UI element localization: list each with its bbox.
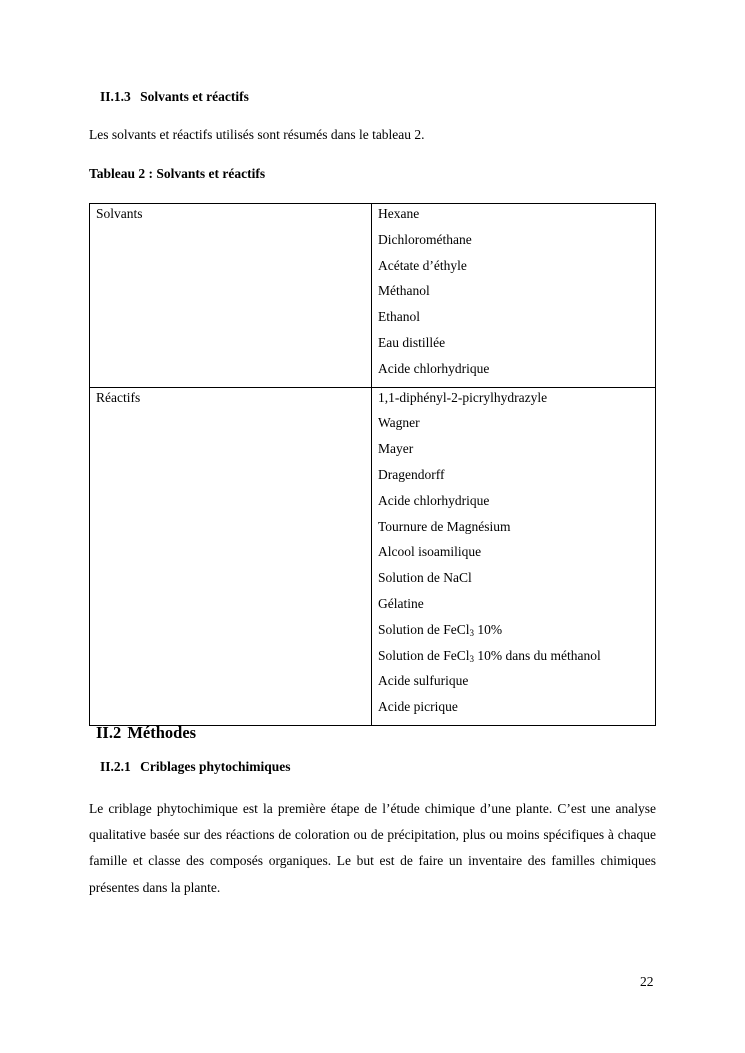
subscript: 3	[469, 627, 475, 638]
list-item: Hexane	[378, 206, 420, 221]
list-item: Alcool isoamilique	[378, 544, 482, 560]
section-number: II.1.3	[100, 89, 131, 104]
list-item: Tournure de Magnésium	[378, 518, 511, 534]
solvents-reagents-table	[89, 203, 656, 726]
items-cell-solvants	[372, 204, 656, 388]
reagent-text: Solution de FeCl	[378, 647, 470, 663]
section-heading-ii-2	[96, 723, 196, 743]
items-cell-reactifs	[372, 387, 656, 725]
list-item: Eau distillée	[378, 334, 446, 350]
list-item: Acide picrique	[378, 699, 458, 715]
list-item: Solution de NaCl	[378, 570, 472, 586]
list-item: 1,1-diphényl-2-picrylhydrazyle	[378, 389, 548, 405]
section-heading-ii-2-1	[100, 759, 291, 775]
list-item: Gélatine	[378, 595, 424, 611]
reagent-text: 10%	[474, 621, 503, 637]
table-row-reactifs	[90, 387, 656, 725]
category-cell-reactifs: Réactifs	[90, 387, 372, 725]
list-item: Acétate d’éthyle	[378, 257, 467, 273]
list-item: Dichlorométhane	[378, 231, 472, 247]
reagent-text: Solution de FeCl	[378, 621, 470, 637]
section-number: II.2	[96, 723, 122, 742]
list-item-fecl3	[378, 622, 655, 648]
section-title: Solvants et réactifs	[140, 89, 249, 104]
list-item: Acide sulfurique	[378, 673, 469, 689]
list-item: Acide chlorhydrique	[378, 360, 490, 376]
body-paragraph: Le criblage phytochimique est la première étape de l’étude chimique d’une plante. C’est une analyse qualitative basée sur des réactions de coloration ou de précipitation, plus ou moins spécifiques à chaque famille et classe des composés organiques. Le but est de faire un inventaire des familles chimiques présentes dans la plante.	[89, 801, 656, 895]
subscript: 3	[469, 653, 475, 664]
list-item: Wagner	[378, 415, 420, 431]
table-caption: Tableau 2 : Solvants et réactifs	[89, 166, 266, 181]
list-item: Ethanol	[378, 309, 420, 325]
list-item: Acide chlorhydrique	[378, 492, 490, 508]
reagent-text: 10% dans du méthanol	[474, 647, 601, 663]
section-title: Criblages phytochimiques	[140, 759, 291, 774]
list-item: Méthanol	[378, 283, 430, 299]
category-cell-solvants: Solvants	[90, 204, 372, 388]
list-item: Dragendorff	[378, 466, 445, 482]
section-number: II.2.1	[100, 759, 131, 774]
list-item: Mayer	[378, 441, 414, 457]
table-row-solvants	[90, 204, 656, 388]
section-heading-ii-1-3	[100, 89, 249, 105]
intro-paragraph: Les solvants et réactifs utilisés sont résumés dans le tableau 2.	[89, 127, 425, 142]
page-number: 22	[640, 974, 654, 989]
list-item-fecl3-methanol	[378, 648, 655, 674]
section-title: Méthodes	[127, 723, 197, 742]
